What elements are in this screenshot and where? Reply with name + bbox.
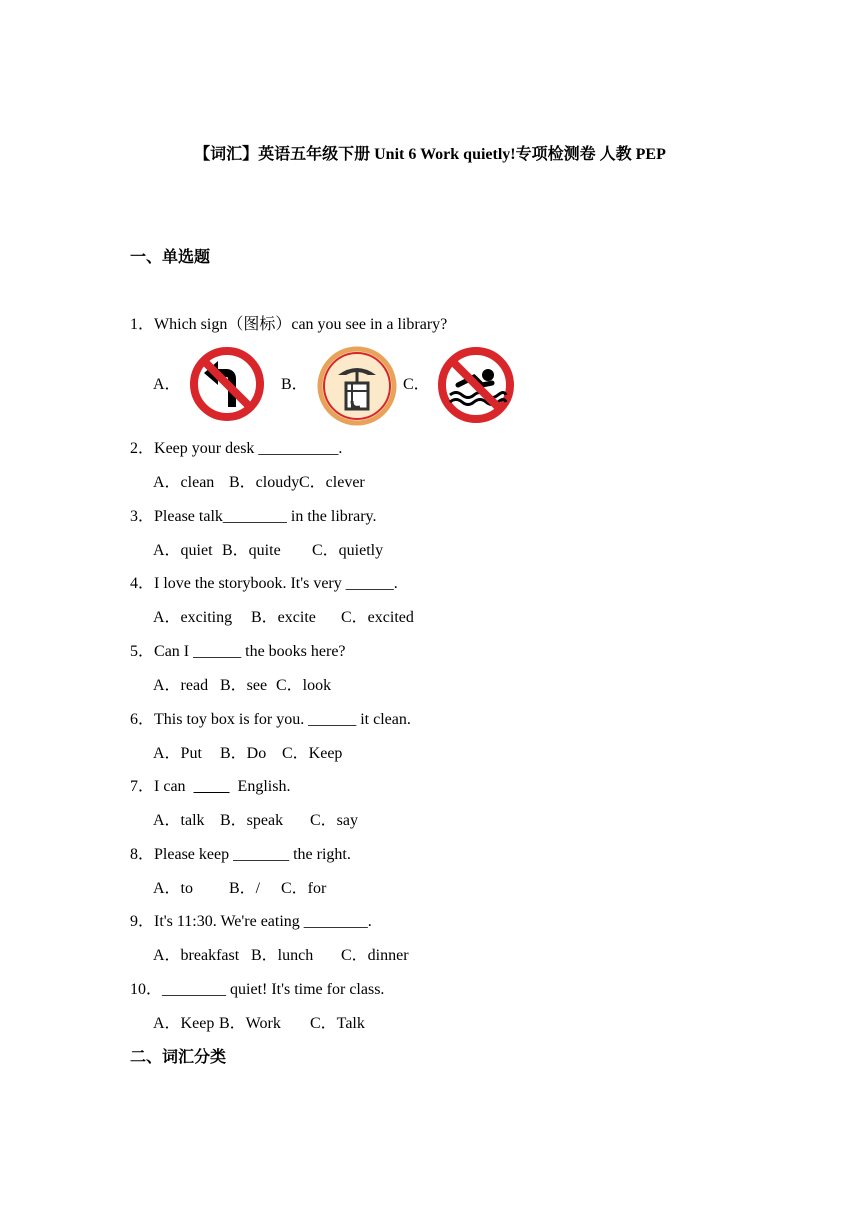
question-7-options [153, 811, 358, 831]
question-5-options [153, 676, 331, 696]
answer-blank[interactable] [194, 778, 230, 795]
option-b[interactable]: B．lunch [251, 947, 314, 964]
question-text: Can I ______ the books here? [154, 643, 346, 660]
option-c[interactable]: C．Talk [310, 1015, 365, 1032]
question-number: 9． [130, 913, 155, 930]
question-number: 4． [130, 575, 155, 592]
keep-dry-package-sign-icon[interactable] [316, 345, 398, 427]
option-b[interactable]: B．excite [251, 609, 316, 626]
option-a-label[interactable]: A． [153, 376, 181, 393]
question-9 [130, 912, 372, 932]
option-b[interactable]: B．Do [220, 745, 267, 762]
question-1 [130, 315, 447, 335]
option-a[interactable]: A．Put [153, 745, 202, 762]
option-b[interactable]: B．see [220, 677, 268, 694]
question-8-options [153, 879, 326, 899]
question-10-options [153, 1014, 365, 1034]
question-text: It's 11:30. We're eating ________. [154, 913, 372, 930]
question-1-options [153, 345, 553, 425]
question-number: 3． [130, 508, 155, 525]
option-a[interactable]: A．Keep [153, 1015, 215, 1032]
question-number: 1． [130, 316, 155, 333]
option-a[interactable]: A．to [153, 880, 194, 897]
option-b[interactable]: B．Work [219, 1015, 281, 1032]
question-3 [130, 507, 376, 527]
question-9-options [153, 946, 409, 966]
option-b-label[interactable]: B． [281, 376, 308, 393]
question-number: 7． [130, 778, 155, 795]
question-number: 8． [130, 846, 155, 863]
question-8 [130, 845, 351, 865]
option-c[interactable]: C．clever [299, 474, 365, 491]
question-text: Keep your desk __________. [154, 440, 343, 457]
option-a[interactable]: A．read [153, 677, 209, 694]
no-swimming-sign-icon[interactable] [436, 345, 516, 425]
question-text: ________ quiet! It's time for class. [162, 981, 385, 998]
option-c[interactable]: C．say [310, 812, 359, 829]
section-heading-single-choice: 一、单选题 [130, 247, 211, 266]
question-text: I can [154, 778, 194, 795]
option-c[interactable]: C．quietly [312, 542, 384, 559]
no-left-turn-sign-icon[interactable] [188, 345, 266, 423]
question-text: Which sign（图标）can you see in a library? [154, 316, 448, 333]
option-c[interactable]: C．dinner [341, 947, 409, 964]
question-2-options [153, 473, 365, 493]
question-number: 10． [130, 981, 163, 998]
question-6 [130, 710, 411, 730]
question-text: I love the storybook. It's very ______. [154, 575, 398, 592]
option-c[interactable]: C．excited [341, 609, 414, 626]
question-number: 2． [130, 440, 155, 457]
option-b[interactable]: B．cloudy [229, 474, 300, 491]
option-a[interactable]: A．clean [153, 474, 215, 491]
question-number: 6． [130, 711, 155, 728]
question-number: 5． [130, 643, 155, 660]
question-text: This toy box is for you. ______ it clean. [154, 711, 411, 728]
question-text-end: English. [229, 778, 291, 795]
question-4-options [153, 608, 414, 628]
page-title: 【词汇】英语五年级下册 Unit 6 Work quietly!专项检测卷 人教 PEP [194, 146, 666, 163]
question-text: Please talk________ in the library. [154, 508, 377, 525]
question-5 [130, 642, 346, 662]
question-4 [130, 574, 398, 594]
question-7 [130, 777, 290, 797]
option-c[interactable]: C．look [276, 677, 332, 694]
option-a[interactable]: A．talk [153, 812, 205, 829]
option-c[interactable]: C．for [281, 880, 327, 897]
option-a[interactable]: A．exciting [153, 609, 233, 626]
question-2 [130, 439, 342, 459]
option-c-label[interactable]: C． [403, 376, 430, 393]
option-b[interactable]: B．quite [222, 542, 281, 559]
option-a[interactable]: A．quiet [153, 542, 213, 559]
question-6-options [153, 744, 342, 764]
option-b[interactable]: B．/ [229, 880, 261, 897]
section-heading-word-classification: 二、词汇分类 [130, 1047, 227, 1066]
option-a[interactable]: A．breakfast [153, 947, 240, 964]
question-10 [130, 980, 384, 1000]
option-b[interactable]: B．speak [220, 812, 284, 829]
option-c[interactable]: C．Keep [282, 745, 343, 762]
question-3-options [153, 541, 383, 561]
question-text: Please keep _______ the right. [154, 846, 351, 863]
